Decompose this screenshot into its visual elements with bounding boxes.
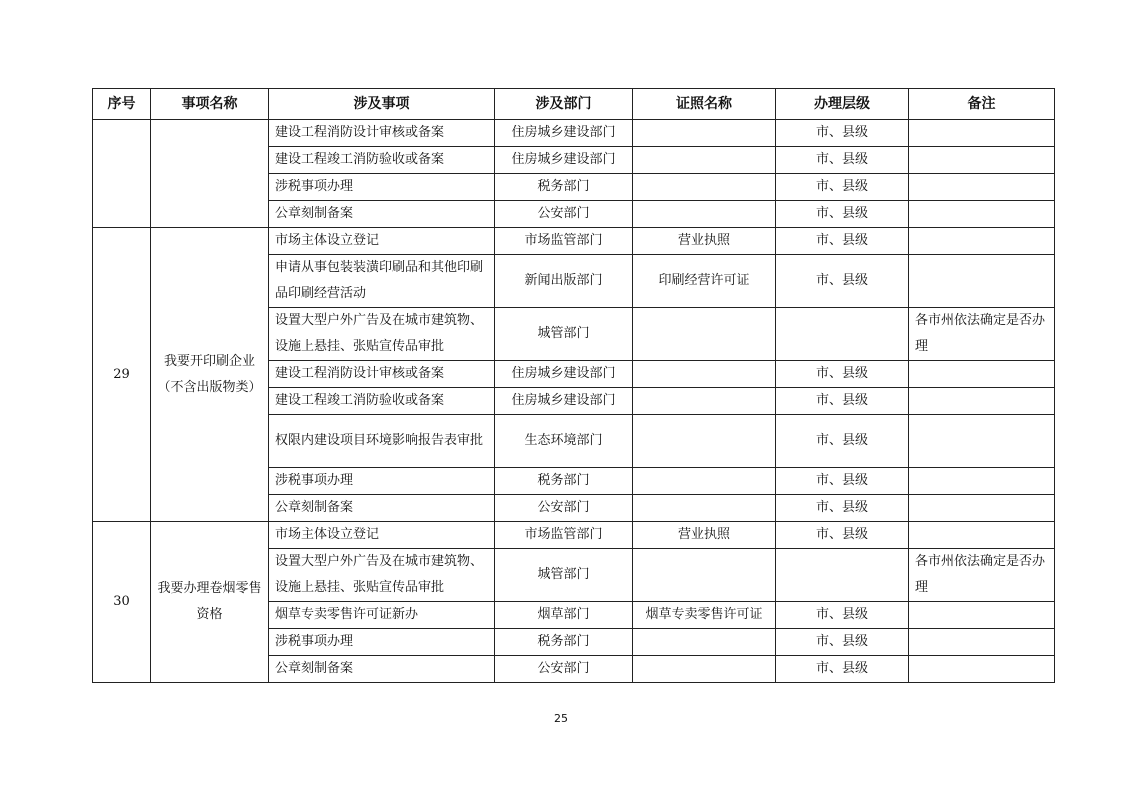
license-cell: 印刷经营许可证 <box>633 255 776 308</box>
license-cell <box>633 120 776 147</box>
license-cell <box>633 468 776 495</box>
dept-cell: 市场监管部门 <box>495 522 633 549</box>
item-cell: 烟草专卖零售许可证新办 <box>269 602 495 629</box>
service-name-cell: 我要开印刷企业（不含出版物类） <box>151 228 269 522</box>
level-cell <box>776 549 909 602</box>
license-cell <box>633 656 776 683</box>
level-cell: 市、县级 <box>776 201 909 228</box>
dept-cell: 住房城乡建设部门 <box>495 361 633 388</box>
item-cell: 市场主体设立登记 <box>269 228 495 255</box>
dept-cell: 烟草部门 <box>495 602 633 629</box>
row-number-cell: 29 <box>93 228 151 522</box>
level-cell: 市、县级 <box>776 147 909 174</box>
license-cell <box>633 629 776 656</box>
dept-cell: 税务部门 <box>495 174 633 201</box>
item-cell: 公章刻制备案 <box>269 201 495 228</box>
item-cell: 涉税事项办理 <box>269 629 495 656</box>
level-cell: 市、县级 <box>776 656 909 683</box>
dept-cell: 公安部门 <box>495 201 633 228</box>
header-row <box>93 89 1055 120</box>
item-cell: 建设工程消防设计审核或备案 <box>269 120 495 147</box>
note-cell <box>909 602 1055 629</box>
note-cell <box>909 468 1055 495</box>
note-cell <box>909 522 1055 549</box>
note-cell <box>909 656 1055 683</box>
header-note: 备注 <box>909 89 1055 120</box>
note-cell: 各市州依法确定是否办理 <box>909 308 1055 361</box>
item-cell: 公章刻制备案 <box>269 495 495 522</box>
prev-name-cell <box>151 120 269 228</box>
item-cell: 设置大型户外广告及在城市建筑物、设施上悬挂、张贴宣传品审批 <box>269 549 495 602</box>
header-name: 事项名称 <box>151 89 269 120</box>
level-cell: 市、县级 <box>776 120 909 147</box>
item-cell: 市场主体设立登记 <box>269 522 495 549</box>
level-cell: 市、县级 <box>776 522 909 549</box>
dept-cell: 城管部门 <box>495 308 633 361</box>
level-cell: 市、县级 <box>776 174 909 201</box>
license-cell <box>633 495 776 522</box>
note-cell <box>909 415 1055 468</box>
item-cell: 建设工程消防设计审核或备案 <box>269 361 495 388</box>
license-cell: 营业执照 <box>633 522 776 549</box>
license-cell <box>633 388 776 415</box>
dept-cell: 市场监管部门 <box>495 228 633 255</box>
level-cell: 市、县级 <box>776 468 909 495</box>
item-cell: 权限内建设项目环境影响报告表审批 <box>269 415 495 468</box>
note-cell <box>909 174 1055 201</box>
table-row <box>93 522 1055 549</box>
dept-cell: 住房城乡建设部门 <box>495 147 633 174</box>
table-row <box>93 228 1055 255</box>
header-dept: 涉及部门 <box>495 89 633 120</box>
item-cell: 公章刻制备案 <box>269 656 495 683</box>
header-no: 序号 <box>93 89 151 120</box>
note-cell <box>909 228 1055 255</box>
level-cell: 市、县级 <box>776 495 909 522</box>
services-table <box>92 88 1055 683</box>
header-level: 办理层级 <box>776 89 909 120</box>
license-cell: 烟草专卖零售许可证 <box>633 602 776 629</box>
page-number: 25 <box>554 712 568 725</box>
note-cell <box>909 147 1055 174</box>
license-cell <box>633 549 776 602</box>
prev-no-cell <box>93 120 151 228</box>
level-cell: 市、县级 <box>776 228 909 255</box>
dept-cell: 新闻出版部门 <box>495 255 633 308</box>
note-cell: 各市州依法确定是否办理 <box>909 549 1055 602</box>
level-cell: 市、县级 <box>776 602 909 629</box>
row-number-cell: 30 <box>93 522 151 683</box>
license-cell <box>633 308 776 361</box>
note-cell <box>909 629 1055 656</box>
note-cell <box>909 255 1055 308</box>
item-cell: 设置大型户外广告及在城市建筑物、设施上悬挂、张贴宣传品审批 <box>269 308 495 361</box>
dept-cell: 住房城乡建设部门 <box>495 388 633 415</box>
license-cell <box>633 174 776 201</box>
note-cell <box>909 388 1055 415</box>
note-cell <box>909 201 1055 228</box>
dept-cell: 城管部门 <box>495 549 633 602</box>
dept-cell: 公安部门 <box>495 495 633 522</box>
level-cell: 市、县级 <box>776 415 909 468</box>
dept-cell: 公安部门 <box>495 656 633 683</box>
license-cell <box>633 147 776 174</box>
license-cell: 营业执照 <box>633 228 776 255</box>
item-cell: 涉税事项办理 <box>269 174 495 201</box>
note-cell <box>909 361 1055 388</box>
item-cell: 申请从事包装装潢印刷品和其他印刷品印刷经营活动 <box>269 255 495 308</box>
license-cell <box>633 361 776 388</box>
header-item: 涉及事项 <box>269 89 495 120</box>
dept-cell: 生态环境部门 <box>495 415 633 468</box>
service-name-cell: 我要办理卷烟零售资格 <box>151 522 269 683</box>
dept-cell: 税务部门 <box>495 468 633 495</box>
level-cell: 市、县级 <box>776 388 909 415</box>
level-cell: 市、县级 <box>776 255 909 308</box>
dept-cell: 税务部门 <box>495 629 633 656</box>
header-license: 证照名称 <box>633 89 776 120</box>
dept-cell: 住房城乡建设部门 <box>495 120 633 147</box>
item-cell: 建设工程竣工消防验收或备案 <box>269 147 495 174</box>
level-cell <box>776 308 909 361</box>
note-cell <box>909 120 1055 147</box>
level-cell: 市、县级 <box>776 629 909 656</box>
table-row <box>93 120 1055 147</box>
note-cell <box>909 495 1055 522</box>
item-cell: 建设工程竣工消防验收或备案 <box>269 388 495 415</box>
level-cell: 市、县级 <box>776 361 909 388</box>
license-cell <box>633 415 776 468</box>
item-cell: 涉税事项办理 <box>269 468 495 495</box>
license-cell <box>633 201 776 228</box>
